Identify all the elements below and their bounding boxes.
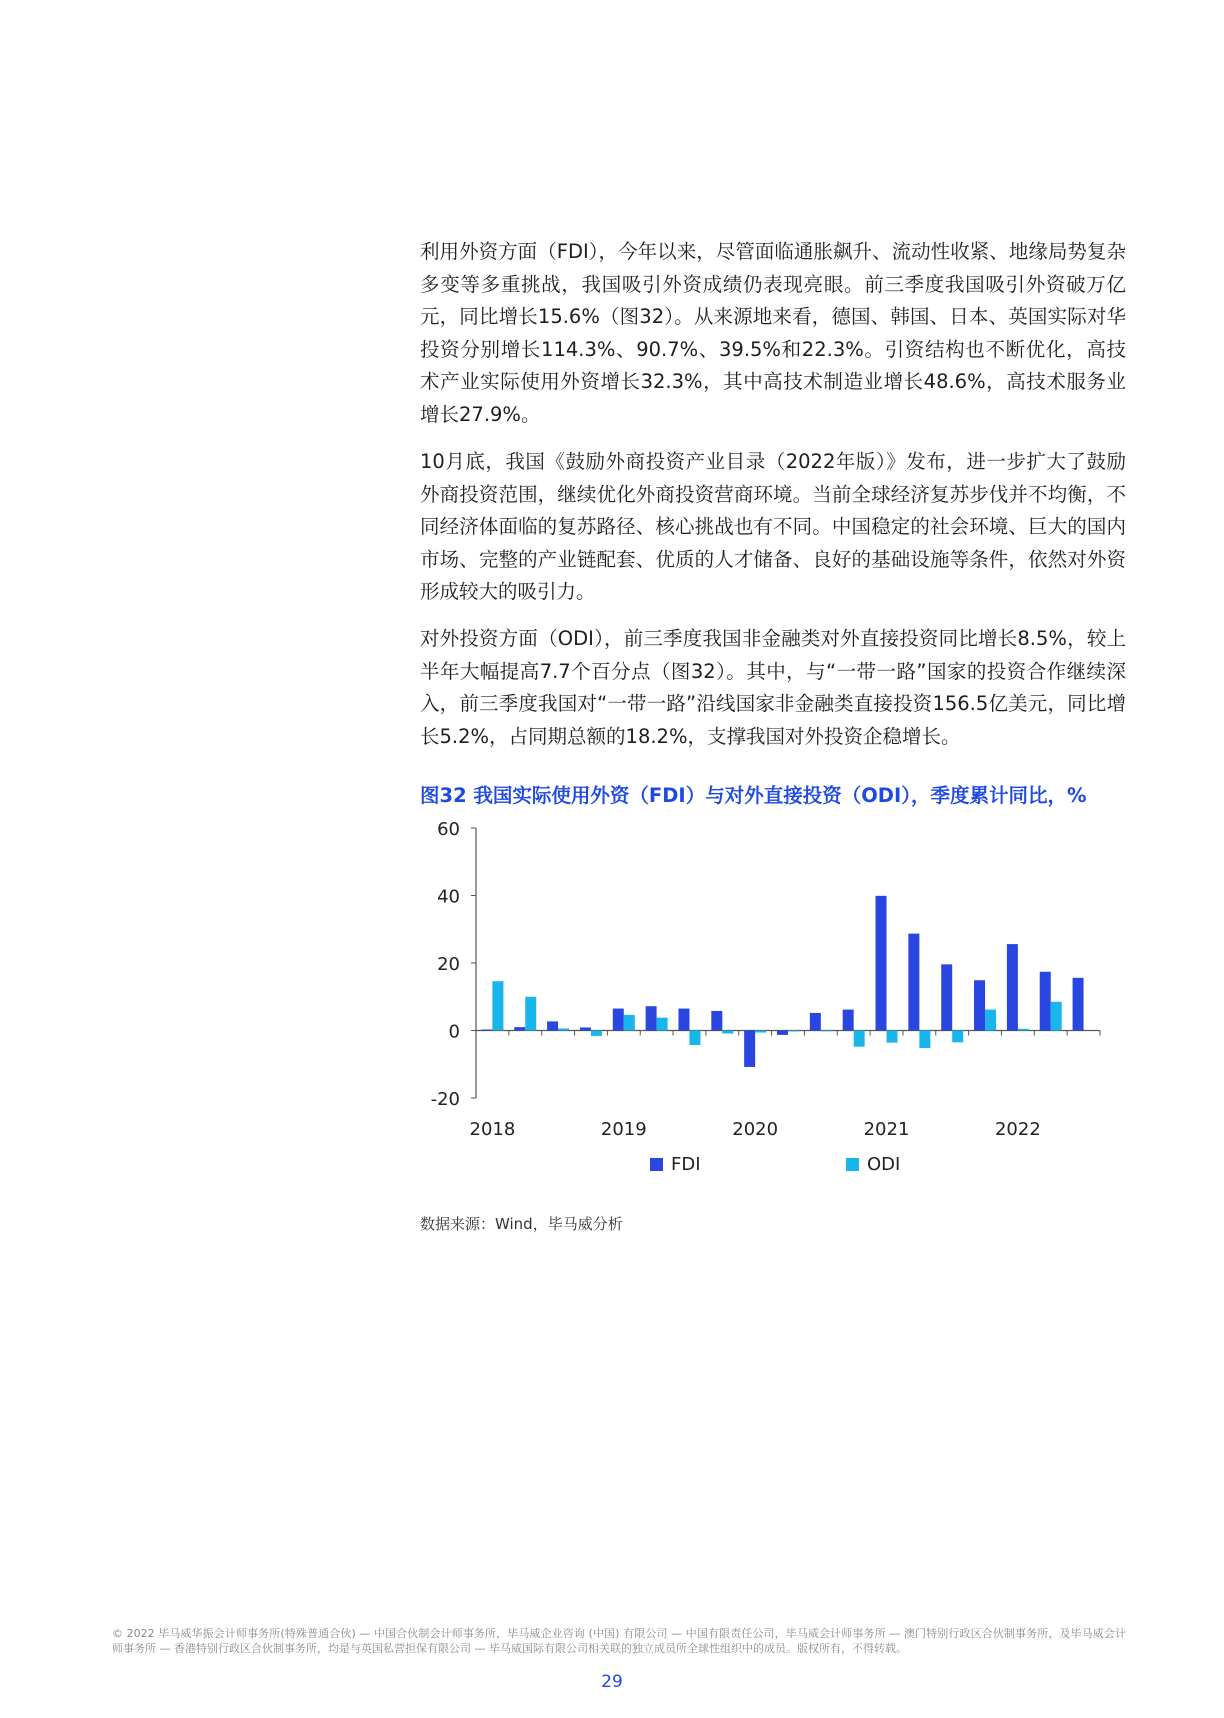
fdi-bar — [1040, 972, 1051, 1031]
fdi-bar — [1007, 944, 1018, 1030]
page-number: 29 — [601, 1672, 623, 1692]
fdi-bar — [876, 896, 887, 1031]
fdi-bar — [974, 980, 985, 1030]
y-tick-label: 60 — [437, 819, 460, 840]
odi-bar — [821, 1031, 832, 1032]
data-source-note: 数据来源：Wind，毕马威分析 — [420, 1215, 623, 1233]
odi-bar — [722, 1031, 733, 1034]
y-tick-label: 20 — [437, 954, 460, 975]
odi-bar — [689, 1031, 700, 1046]
x-year-label: 2020 — [732, 1119, 779, 1140]
fdi-odi-bar-chart — [410, 814, 1130, 1204]
y-tick-label: -20 — [430, 1089, 460, 1110]
fdi-bar — [908, 934, 919, 1031]
figure-title: 图32 我国实际使用外资（FDI）与对外直接投资（ODI），季度累计同比，% — [420, 784, 1087, 807]
paragraph-odi: 对外投资方面（ODI），前三季度我国非金融类对外直接投资同比增长8.5%，较上半年大幅提高7.7个百分点（图32）。其中，与“一带一路”国家的投资合作继续深入，前三季度我国对“一带一路”沿线国家非金融类直接投资156.5亿美元，同比增长5.2%，占同期总额的18.2%，支撑我国对外投资企稳增长。 — [420, 627, 1126, 748]
legal-footer: © 2022 毕马威华振会计师事务所(特殊普通合伙) — 中国合伙制会计师事务所，毕马威企业咨询 (中国) 有限公司 — 中国有限责任公司，毕马威会计师事务所 — 澳门特别行政区合伙制事务所，及毕马威会计师事务所 — 香港特别行政区合伙制事务所，均是与英国私营担保有限公司 — 毕马威国际有限公司相关联的独立成员所全球性组织中的成员。版权所有，不得转载。 — [112, 1627, 1126, 1655]
odi-bar — [755, 1031, 766, 1033]
odi-bar — [525, 997, 536, 1031]
x-year-label: 2021 — [863, 1119, 910, 1140]
y-tick-label: 0 — [448, 1021, 460, 1043]
odi-bar — [985, 1010, 996, 1031]
y-tick-label: 40 — [437, 886, 460, 908]
fdi-bar — [646, 1006, 657, 1030]
odi-bar — [952, 1031, 963, 1043]
odi-bar — [887, 1031, 898, 1043]
fdi-bar — [711, 1011, 722, 1031]
paragraph-fdi: 利用外资方面（FDI），今年以来，尽管面临通胀飙升、流动性收紧、地缘局势复杂多变等多重挑战，我国吸引外资成绩仍表现亮眼。前三季度我国吸引外资破万亿元，同比增长15.6%（图32）。从来源地来看，德国、韩国、日本、英国实际对华投资分别增长114.3%、90.7%、39.5%和22.3%。引资结构也不断优化，高技术产业实际使用外资增长32.3%，其中高技术制造业增长48.6%，高技术服务业增长27.9%。 — [420, 240, 1126, 426]
fdi-bar — [613, 1009, 624, 1031]
fdi-bar — [941, 964, 952, 1030]
x-year-label: 2022 — [994, 1119, 1041, 1140]
odi-bar — [854, 1031, 865, 1047]
x-year-label: 2019 — [600, 1119, 647, 1140]
legend-label-odi: ODI — [867, 1154, 901, 1175]
fdi-bar — [744, 1031, 755, 1067]
fdi-bar — [514, 1027, 525, 1030]
fdi-bar — [810, 1013, 821, 1031]
fdi-bar — [1073, 978, 1084, 1031]
odi-bar — [1018, 1029, 1029, 1031]
legend-swatch-odi — [846, 1158, 859, 1171]
fdi-bar — [777, 1031, 788, 1035]
fdi-bar — [678, 1009, 689, 1031]
odi-bar — [1051, 1002, 1062, 1031]
legend-swatch-fdi — [650, 1158, 663, 1171]
fdi-bar — [580, 1027, 591, 1030]
fdi-bar — [547, 1021, 558, 1030]
paragraph-catalogue: 10月底，我国《鼓励外商投资产业目录（2022年版）》发布，进一步扩大了鼓励外商投资范围，继续优化外商投资营商环境。当前全球经济复苏步伐并不均衡，不同经济体面临的复苏路径、核心挑战也有不同。中国稳定的社会环境、巨大的国内市场、完整的产业链配套、优质的人才储备、良好的基础设施等条件，依然对外资形成较大的吸引力。 — [420, 450, 1126, 603]
odi-bar — [492, 981, 503, 1030]
odi-bar — [591, 1031, 602, 1036]
odi-bar — [558, 1028, 569, 1030]
legend-label-fdi: FDI — [671, 1154, 701, 1175]
fdi-bar — [481, 1029, 492, 1030]
odi-bar — [624, 1015, 635, 1031]
x-year-label: 2018 — [469, 1119, 516, 1140]
odi-bar — [919, 1031, 930, 1049]
odi-bar — [657, 1018, 668, 1031]
odi-bar — [788, 1031, 799, 1032]
fdi-bar — [843, 1010, 854, 1031]
